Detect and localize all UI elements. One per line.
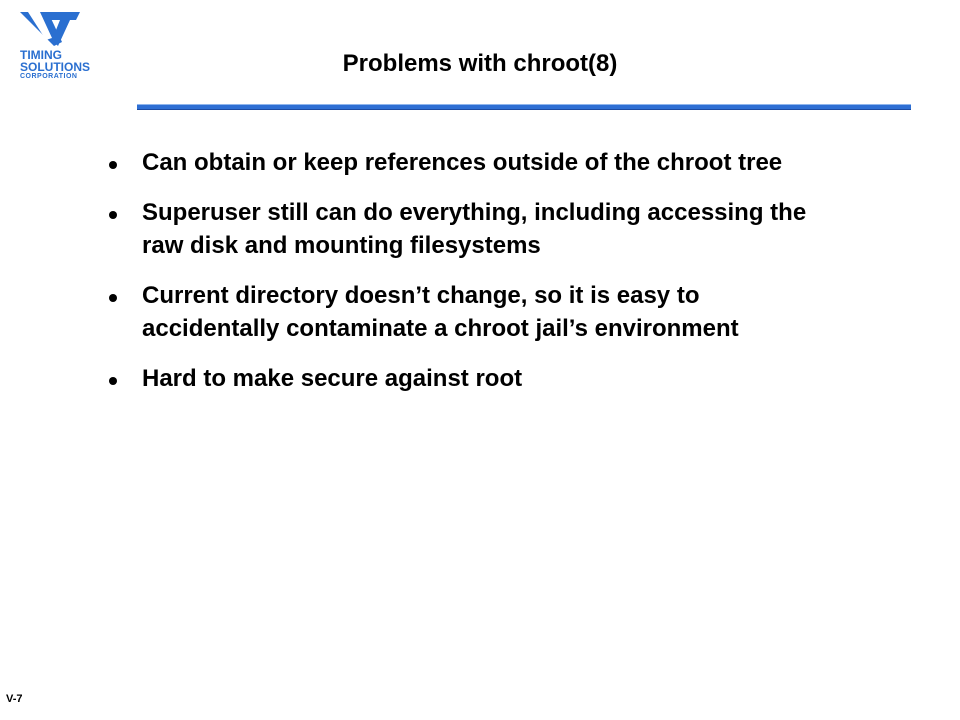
bullet-item [106, 279, 826, 345]
title-divider [137, 104, 911, 110]
page-number: V-7 [6, 693, 23, 705]
bullet-item [106, 362, 826, 395]
bullet-list [106, 146, 826, 412]
slide-title: Problems with chroot(8) [342, 50, 618, 77]
logo-text-solutions: SOLUTIONS [20, 60, 91, 74]
bullet-text: Can obtain or keep references outside of the chroot tree [142, 149, 783, 176]
bullet-item [106, 196, 826, 262]
bullet-dot-icon [109, 294, 117, 302]
bullet-dot-icon [109, 211, 117, 219]
bullet-text: Current directory doesn’t change, so it is easy to accidentally contaminate a chroot jail’s environment [142, 282, 739, 342]
timing-solutions-logo-icon [18, 10, 88, 48]
bullet-text: Superuser still can do everything, including accessing the raw disk and mounting filesystems [142, 199, 807, 259]
logo-text-corporation: CORPORATION [20, 73, 78, 80]
bullet-item [106, 146, 826, 179]
logo-text-timing: TIMING [20, 48, 62, 62]
bullet-dot-icon [109, 377, 117, 385]
bullet-dot-icon [109, 161, 117, 169]
bullet-text: Hard to make secure against root [142, 365, 523, 392]
